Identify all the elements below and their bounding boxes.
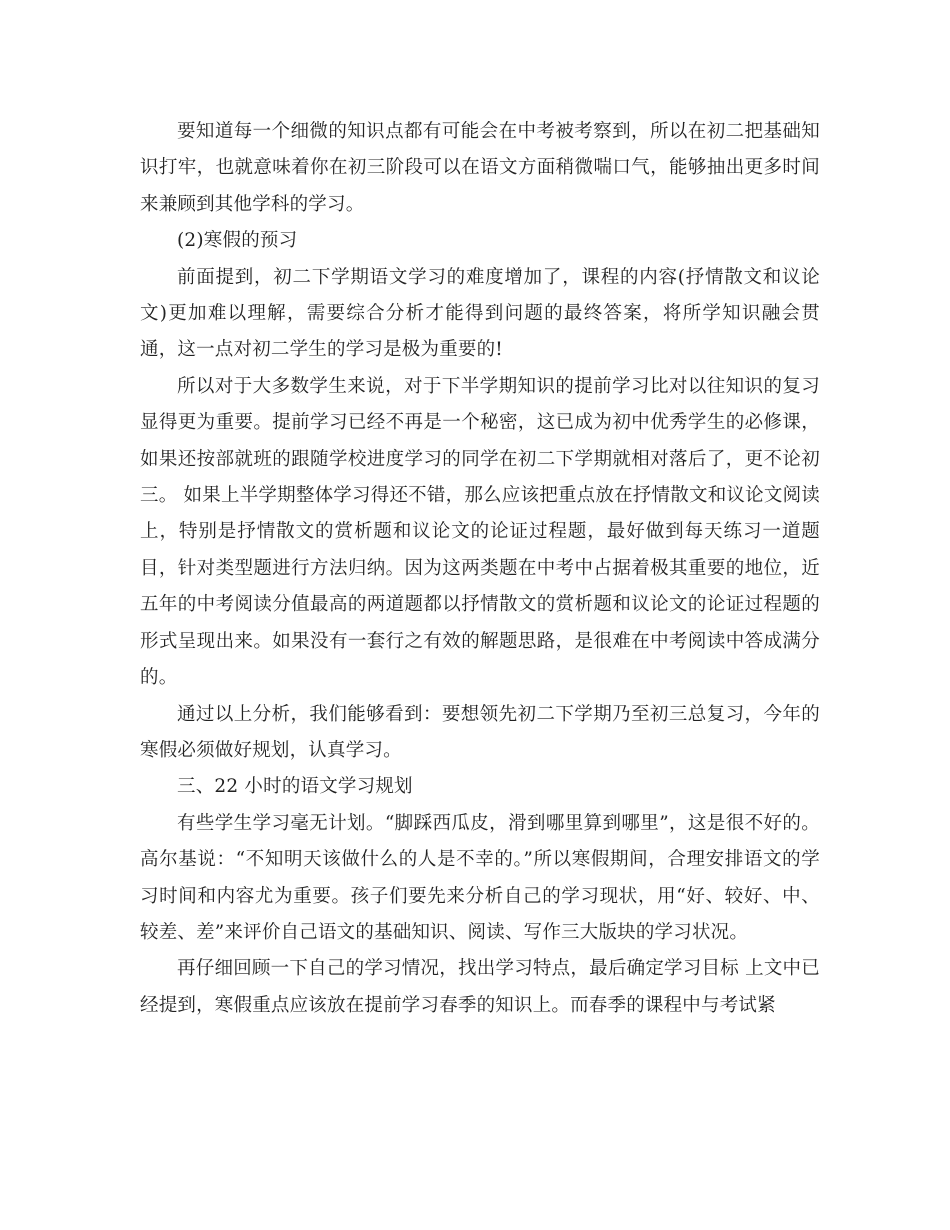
paragraph-difficulty: 前面提到，初二下学期语文学习的难度增加了，课程的内容(抒情散文和议论文)更加难以理解，需要综合分析才能得到问题的最终答案，将所学知识融会贯通，这一点对初二学生的学习是极为重要的! xyxy=(140,266,820,361)
paragraph-advance-study: 所以对于大多数学生来说，对于下半学期知识的提前学习比对以往知识的复习显得更为重要。提前学习已经不再是一个秘密，这已成为初中优秀学生的必修课，如果还按部就班的跟随学校进度学习的同学在初二下学期就相对落后了，更不论初三。 如果上半学期整体学习得还不错，那么应该把重点放在抒情散文和议论文阅读上，特别是抒情散文的赏析题和议论文的论证过程题，最好做到每天练习一道题目，针对类型题进行方法归纳。因为这两类题在中考中占据着极其重要的地位，近五年的中考阅读分值最高的两道题都以抒情散文的赏析题和议论文的论证过程题的形式呈现出来。如果没有一套行之有效的解题思路，是很难在中考阅读中答成满分的。 xyxy=(140,375,820,689)
document-body xyxy=(140,114,820,1024)
paragraph-conclusion: 通过以上分析，我们能够看到：要想领先初二下学期乃至初三总复习，今年的寒假必须做好规划，认真学习。 xyxy=(140,703,820,761)
paragraph-planning: 有些学生学习毫无计划。“脚踩西瓜皮，滑到哪里算到哪里”，这是很不好的。高尔基说：“不知明天该做什么的人是不幸的。”所以寒假期间，合理安排语文的学习时间和内容尤为重要。孩子们要先来分析自己的学习现状，用“好、较好、中、较差、差”来评价自己语文的基础知识、阅读、写作三大版块的学习状况。 xyxy=(140,812,820,943)
paragraph-foundation: 要知道每一个细微的知识点都有可能会在中考被考察到，所以在初二把基础知识打牢，也就意味着你在初三阶段可以在语文方面稍微喘口气，能够抽出更多时间来兼顾到其他学科的学习。 xyxy=(140,121,820,215)
heading-study-plan: 三、22 小时的语文学习规划 xyxy=(177,776,413,798)
paragraph-review: 再仔细回顾一下自己的学习情况，找出学习特点，最后确定学习目标 上文中已经提到，寒假重点应该放在提前学习春季的知识上。而春季的课程中与考试紧 xyxy=(140,958,820,1016)
heading-winter-preview: (2)寒假的预习 xyxy=(177,230,298,252)
